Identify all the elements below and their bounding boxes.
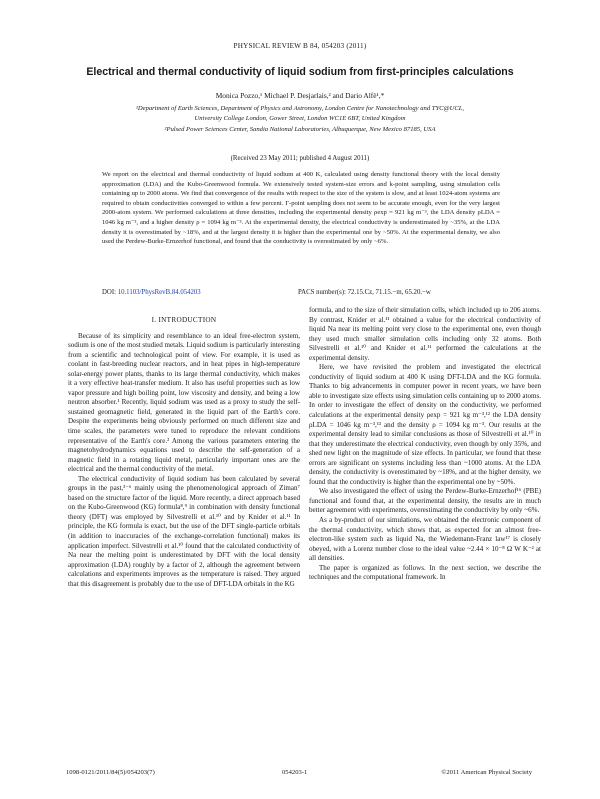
- doi-link[interactable]: 10.1103/PhysRevB.84.054203: [117, 289, 201, 296]
- affiliation-line-1: ¹Department of Earth Sciences, Department of Physics and Astronomy, London Centre for Nanotechnology and TYC@UCL,: [135, 105, 465, 112]
- paragraph: Because of its simplicity and resemblance to an ideal free-electron system, sodium is one of the most studied metals. Liquid sodium is particularly interesting from a scientific and technological point of view. For example, it is used as coolant in fast-breeding nuclear reactors, and in heat pipes in high-temperature solar-energy power plants, thanks to its large thermal conductivity, which makes it a very effective heat-transfer medium. It also has useful properties such as low vapor pressure and high boiling point, low viscosity and density, and being a low neutron absorber.¹ Recently, liquid sodium was used as a proxy to study the self-sustained geomagnetic field, generated in the liquid part of the Earth's core. Despite the experiments being obviously performed on much different size and time scales, the parameters were tuned to reproduce the relevant conditions representative of the Earth's core.² Among the various parameters entering the magnetohydrodynamics equations used to describe the self-generation of a magnetic field in a rotating liquid metal, particularly important ones are the electrical and the thermal conductivity of the metal.: [68, 331, 300, 474]
- left-column: [68, 316, 300, 589]
- affiliation-line-3: ²Pulsed Power Sciences Center, Sandia National Laboratories, Albuquerque, New Mexico 87185, USA: [164, 126, 436, 133]
- received-date: (Received 23 May 2011; published 4 August 2011): [230, 155, 370, 162]
- journal-header: PHYSICAL REVIEW B 84, 054203 (2011): [233, 42, 367, 50]
- footer-page-number: 054203-1: [282, 769, 308, 776]
- footer-issn: 1098-0121/2011/84(5)/054203(7): [66, 769, 155, 776]
- paragraph: The paper is organized as follows. In the next section, we describe the techniques and the computational framework. In: [309, 563, 541, 582]
- affiliation-line-2: University College London, Gower Street, London WC1E 6BT, United Kingdom: [194, 115, 406, 122]
- paragraph: Here, we have revisited the problem and investigated the electrical conductivity of liquid sodium at 400 K using DFT-LDA and the KG formula. Thanks to big advancements in computer power in recent years, we have been able to investigate size effects using simulation cells containing up to 2000 atoms. In order to investigate the effect of density on the conductivity, we performed calculations at the experimental density ρexp = 921 kg m⁻³,¹² the LDA density ρLDA = 1046 kg m⁻³,¹³ and the density ρ = 1094 kg m⁻³. Our results at the experimental density lead to similar conclusions as those of Silvestrelli et al.¹⁰ in that they underestimate the electrical conductivity, even though by only 35%, and shed new light on the magnitude of size effects. In particular, we found that these errors are significant on systems including less than ~1000 atoms. At the LDA density, the conductivity is overestimated by ~18%, and at the higher density, we found that the conductivity is higher than the experimental one by ~50%.: [309, 363, 541, 486]
- paragraph: formula, and to the size of their simulation cells, which included up to 206 atoms. By contrast, Knider et al.¹¹ obtained a value for the electrical conductivity of liquid Na near its melting point very close to the experimental one, even though they used much smaller simulation cells including only 32 atoms. Both Silvestrelli et al.¹⁰ and Knider et al.¹¹ performed the calculations at the experimental density.: [309, 306, 541, 362]
- paragraph: The electrical conductivity of liquid sodium has been calculated by several groups in the past,³⁻⁶ mainly using the phenomenological approach of Ziman⁷ based on the structure factor of the liquid. More recently, a direct approach based on the Kubo-Greenwood (KG) formula⁸,⁹ in combination with density functional theory (DFT) was employed by Silvestrelli et al.¹⁰ and by Knider et al.¹¹ In principle, the KG formula is exact, but the use of the DFT single-particle orbitals (in addition to inaccuracies of the exchange-correlation functional) makes its application imperfect. Silvestrelli et al.¹⁰ found that the calculated conductivity of Na near the melting point is underestimated by DFT with the local density approximation (LDA) roughly by a factor of 2, although the agreement between calculations and experiments improves as the temperature is raised. They argued that this disagreement is probably due to the use of DFT-LDA orbitals in the KG: [68, 474, 300, 588]
- footer-copyright: ©2011 American Physical Society: [441, 769, 532, 776]
- paragraph: We also investigated the effect of using the Perdew-Burke-Ernzerhof¹⁶ (PBE) functional and found that, at the experimental density, the results are in much better agreement with experiments, overestimating the conductivity by only ~6%.: [309, 487, 541, 515]
- paragraph: As a by-product of our simulations, we obtained the electronic component of the thermal conductivity, which shows that, as expected for an almost free-electron-like system such as liquid Na, the Wiedemann-Franz law¹⁷ is closely obeyed, with a Lorenz number close to the ideal value ~2.44 × 10⁻⁸ Ω W K⁻² at all densities.: [309, 516, 541, 563]
- author-list: Monica Pozzo,¹ Michael P. Desjarlais,² and Dario Alfè¹,*: [215, 91, 385, 100]
- section-title: I. INTRODUCTION: [151, 316, 217, 324]
- pacs-numbers: PACS number(s): 72.15.Cz, 71.15.−m, 65.20.−w: [298, 289, 431, 296]
- doi-label: DOI:: [102, 289, 116, 296]
- paper-title: Electrical and thermal conductivity of liquid sodium from first-principles calculations: [86, 66, 514, 78]
- right-column: [309, 306, 541, 583]
- doi-line: [102, 289, 201, 296]
- abstract: We report on the electrical and thermal conductivity of liquid sodium at 400 K, calculated using density functional theory with the local density approximation (LDA) and the Kubo-Greenwood formula. We extensively tested system-size errors and k-point sampling, using simulation cells containing up to 2000 atoms. We find that convergence of the results with respect to the size of the system is slow, and at least 1024-atom systems are required to obtain conductivities converged to within a few percent. Γ-point sampling does not seem to be accurate enough, even for the very largest 2000-atom system. We performed calculations at three densities, including the experimental density ρexp = 921 kg m⁻³, the LDA density ρLDA = 1046 kg m⁻³, and a higher density ρ = 1094 kg m⁻³. At the experimental density, the electrical conductivity is underestimated by ~35%, at the LDA density it is overestimated by ~18%, and at the largest density it is higher than the experimental one by ~50%. At the experimental density, we also used the Perdew-Burke-Ernzerhof functional, and found that the conductivity is overestimated by only ~6%.: [102, 171, 500, 246]
